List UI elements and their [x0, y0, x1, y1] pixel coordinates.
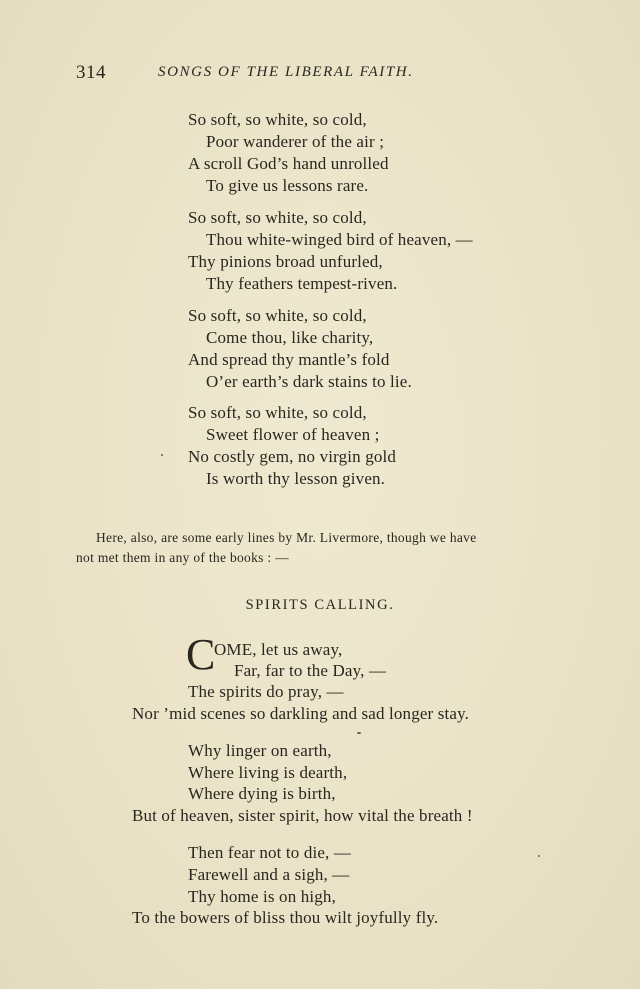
verse-line: So soft, so white, so cold, [188, 306, 367, 325]
verse-line: So soft, so white, so cold, [188, 208, 367, 227]
verse-line: So soft, so white, so cold, [188, 403, 367, 422]
verse-line: Thy feathers tempest-riven. [206, 274, 398, 293]
print-speck [161, 454, 163, 456]
poem-title: SPIRITS CALLING. [245, 597, 395, 613]
verse-line: Come thou, like charity, [206, 328, 374, 347]
verse-line: Nor ’mid scenes so darkling and sad longer stay. [132, 704, 470, 723]
verse-line: And spread thy mantle’s fold [188, 350, 390, 369]
verse-line: No costly gem, no virgin gold [188, 447, 397, 466]
verse-line: So soft, so white, so cold, [188, 110, 367, 129]
print-speck [538, 855, 540, 857]
drop-cap: C [186, 630, 216, 679]
verse-line: To the bowers of bliss thou wilt joyfully fly. [132, 908, 439, 927]
verse-line: To give us lessons rare. [206, 176, 369, 195]
verse-line: Is worth thy lesson given. [206, 469, 386, 488]
prose-line: not met them in any of the books : — [76, 550, 289, 565]
verse-line: Poor wanderer of the air ; [206, 132, 385, 151]
verse-line: The spirits do pray, — [188, 682, 344, 701]
verse-line: Thy pinions broad unfurled, [188, 252, 383, 271]
verse-line: OME, let us away, [214, 640, 343, 659]
verse-line: Where dying is birth, [188, 784, 336, 803]
verse-line: Then fear not to die, — [188, 843, 352, 862]
verse-line: But of heaven, sister spirit, how vital the breath ! [132, 806, 473, 825]
verse-line: Sweet flower of heaven ; [206, 425, 380, 444]
verse-line: Thy home is on high, [188, 887, 336, 906]
verse-line: Why linger on earth, [188, 741, 332, 760]
verse-line: Far, far to the Day, — [234, 661, 387, 680]
verse-line: O’er earth’s dark stains to lie. [206, 372, 412, 391]
print-speck [357, 732, 361, 734]
running-title: SONGS OF THE LIBERAL FAITH. [158, 64, 414, 80]
verse-line: A scroll God’s hand unrolled [188, 154, 389, 173]
page-number: 314 [76, 62, 106, 83]
page-header [76, 62, 496, 88]
verse-line: Thou white-winged bird of heaven, — [206, 230, 473, 249]
verse-line: Farewell and a sigh, — [188, 865, 350, 884]
prose-line: Here, also, are some early lines by Mr. Livermore, though we have [96, 530, 477, 545]
verse-line: Where living is dearth, [188, 763, 348, 782]
